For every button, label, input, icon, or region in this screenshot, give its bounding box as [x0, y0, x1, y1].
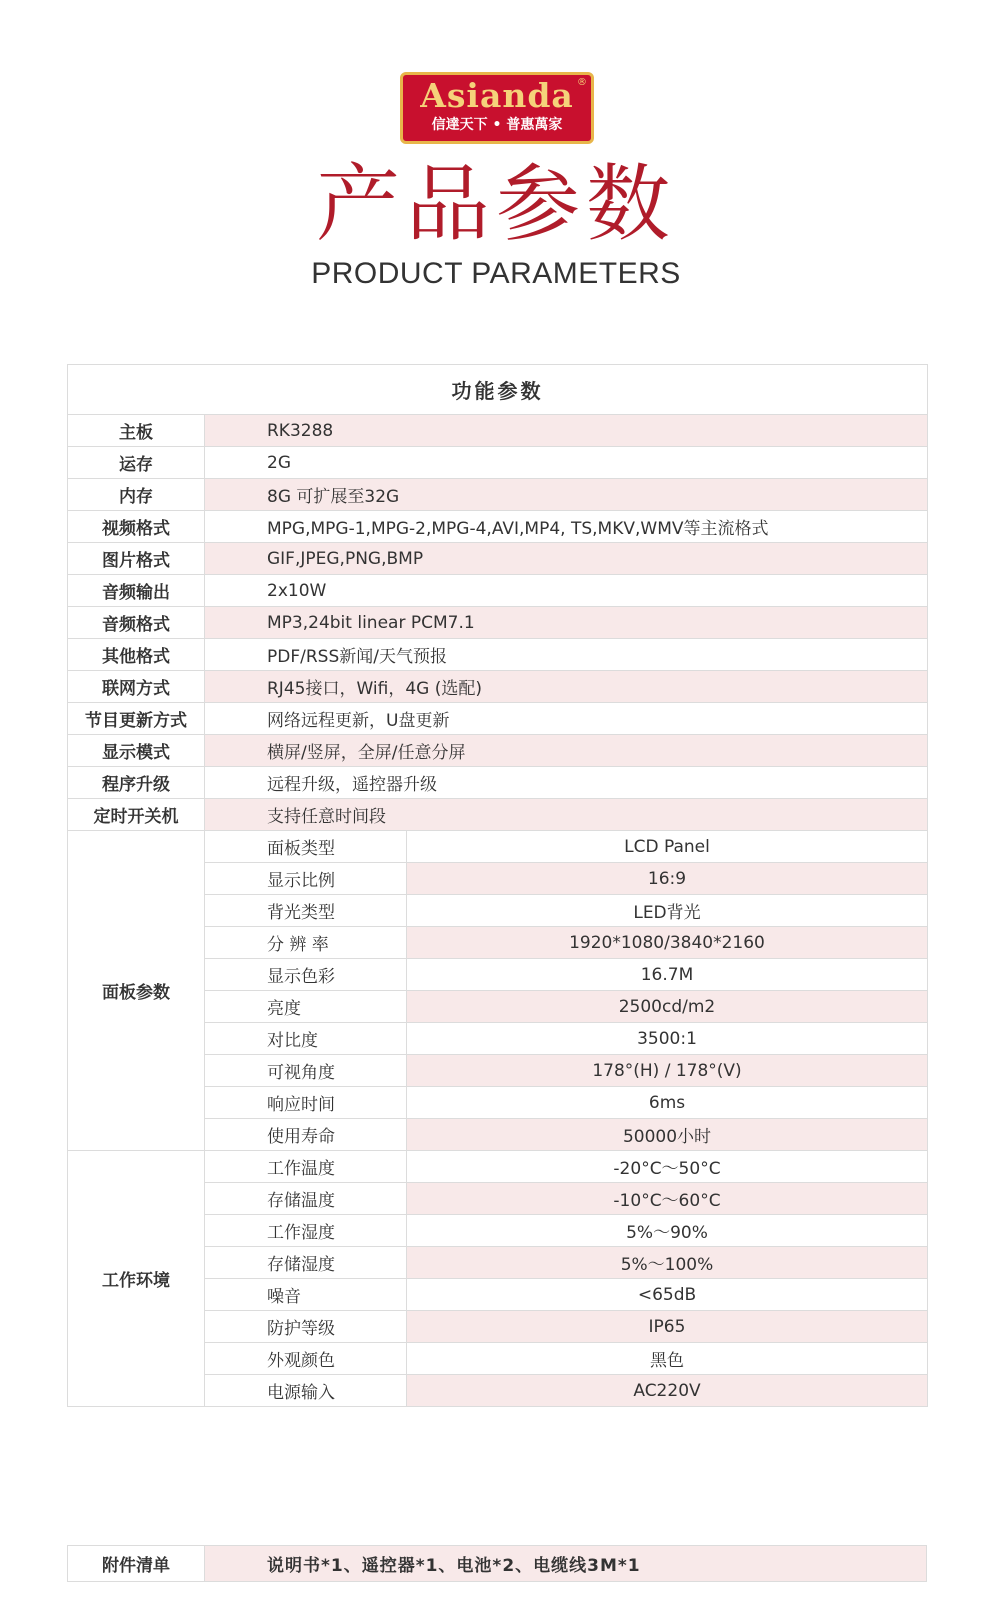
row-key: 内存: [68, 479, 205, 511]
sub-row-key: 噪音: [205, 1279, 407, 1311]
spec-table-header: 功能参数: [68, 365, 928, 415]
sub-row-key: 工作温度: [205, 1151, 407, 1183]
logo-brand-text: Asianda: [420, 76, 574, 115]
table-row: [68, 735, 928, 767]
row-key: 程序升级: [68, 767, 205, 799]
table-row: [68, 415, 928, 447]
table-row: [68, 799, 928, 831]
sub-row-key: 亮度: [205, 991, 407, 1023]
row-value: MP3,24bit linear PCM7.1: [205, 607, 928, 639]
sub-row-key: 面板类型: [205, 831, 407, 863]
row-value: 8G 可扩展至32G: [205, 479, 928, 511]
sub-row-value: 16.7M: [407, 959, 928, 991]
spec-table: [67, 364, 928, 1407]
row-value: MPG,MPG-1,MPG-2,MPG-4,AVI,MP4, TS,MKV,WMV等主流格式: [205, 511, 928, 543]
sub-row-key: 可视角度: [205, 1055, 407, 1087]
sub-row-key: 存储温度: [205, 1183, 407, 1215]
table-row: [68, 543, 928, 575]
sub-row-value: 2500cd/m2: [407, 991, 928, 1023]
sub-row-value: 16:9: [407, 863, 928, 895]
row-key: 音频输出: [68, 575, 205, 607]
sub-row-value: 5%～100%: [407, 1247, 928, 1279]
sub-row-key: 分 辨 率: [205, 927, 407, 959]
row-value: 2G: [205, 447, 928, 479]
sub-row-key: 背光类型: [205, 895, 407, 927]
logo-slogan: 信達天下 • 普惠萬家: [431, 117, 563, 133]
row-value: 支持任意时间段: [205, 799, 928, 831]
table-row: [68, 703, 928, 735]
table-row: [68, 575, 928, 607]
table-row: [68, 511, 928, 543]
row-key: 视频格式: [68, 511, 205, 543]
spec-table-header-row: [68, 365, 928, 415]
sub-row-value: 3500:1: [407, 1023, 928, 1055]
page-title: 产品参数: [315, 155, 676, 253]
row-key: 其他格式: [68, 639, 205, 671]
registered-mark-icon: ®: [577, 77, 587, 88]
row-key: 显示模式: [68, 735, 205, 767]
row-key: 运存: [68, 447, 205, 479]
sub-row-key: 电源输入: [205, 1375, 407, 1407]
accessories-table: [67, 1545, 927, 1582]
sub-row-value: 5%～90%: [407, 1215, 928, 1247]
brand-logo: [400, 72, 594, 144]
sub-row-value: LCD Panel: [407, 831, 928, 863]
row-key: 主板: [68, 415, 205, 447]
sub-row-key: 响应时间: [205, 1087, 407, 1119]
sub-row-value: -10°C～60°C: [407, 1183, 928, 1215]
table-row: [68, 767, 928, 799]
row-value: RJ45接口，Wifi，4G (选配): [205, 671, 928, 703]
sub-row-value: LED背光: [407, 895, 928, 927]
page-subtitle: PRODUCT PARAMETERS: [311, 257, 681, 290]
table-row: [68, 671, 928, 703]
sub-row-key: 使用寿命: [205, 1119, 407, 1151]
accessories-value: 说明书*1、遥控器*1、电池*2、电缆线3M*1: [205, 1546, 927, 1582]
sub-row-value: <65dB: [407, 1279, 928, 1311]
sub-row-value: AC220V: [407, 1375, 928, 1407]
panel-group-label: 面板参数: [68, 831, 205, 1151]
sub-row-key: 对比度: [205, 1023, 407, 1055]
sub-row-key: 显示比例: [205, 863, 407, 895]
row-value: RK3288: [205, 415, 928, 447]
row-key: 节目更新方式: [68, 703, 205, 735]
sub-row-value: 50000小时: [407, 1119, 928, 1151]
sub-row-key: 外观颜色: [205, 1343, 407, 1375]
sub-row-key: 防护等级: [205, 1311, 407, 1343]
table-row: [68, 639, 928, 671]
row-value: 2x10W: [205, 575, 928, 607]
table-row: [68, 1546, 927, 1582]
row-value: 远程升级，遥控器升级: [205, 767, 928, 799]
table-row: [68, 479, 928, 511]
row-value: 横屏/竖屏，全屏/任意分屏: [205, 735, 928, 767]
row-key: 联网方式: [68, 671, 205, 703]
row-value: GIF,JPEG,PNG,BMP: [205, 543, 928, 575]
row-key: 图片格式: [68, 543, 205, 575]
environment-group-label: 工作环境: [68, 1151, 205, 1407]
sub-row-value: 黑色: [407, 1343, 928, 1375]
table-row: [68, 447, 928, 479]
sub-row-value: 1920*1080/3840*2160: [407, 927, 928, 959]
sub-row-value: IP65: [407, 1311, 928, 1343]
sub-row-key: 工作湿度: [205, 1215, 407, 1247]
table-row: [68, 831, 928, 863]
sub-row-key: 显示色彩: [205, 959, 407, 991]
row-key: 定时开关机: [68, 799, 205, 831]
sub-row-value: 6ms: [407, 1087, 928, 1119]
sub-row-value: 178°(H) / 178°(V): [407, 1055, 928, 1087]
sub-row-key: 存储湿度: [205, 1247, 407, 1279]
accessories-key: 附件清单: [68, 1546, 205, 1582]
row-value: PDF/RSS新闻/天气预报: [205, 639, 928, 671]
row-key: 音频格式: [68, 607, 205, 639]
sub-row-value: -20°C～50°C: [407, 1151, 928, 1183]
table-row: [68, 607, 928, 639]
row-value: 网络远程更新，U盘更新: [205, 703, 928, 735]
table-row: [68, 1151, 928, 1183]
